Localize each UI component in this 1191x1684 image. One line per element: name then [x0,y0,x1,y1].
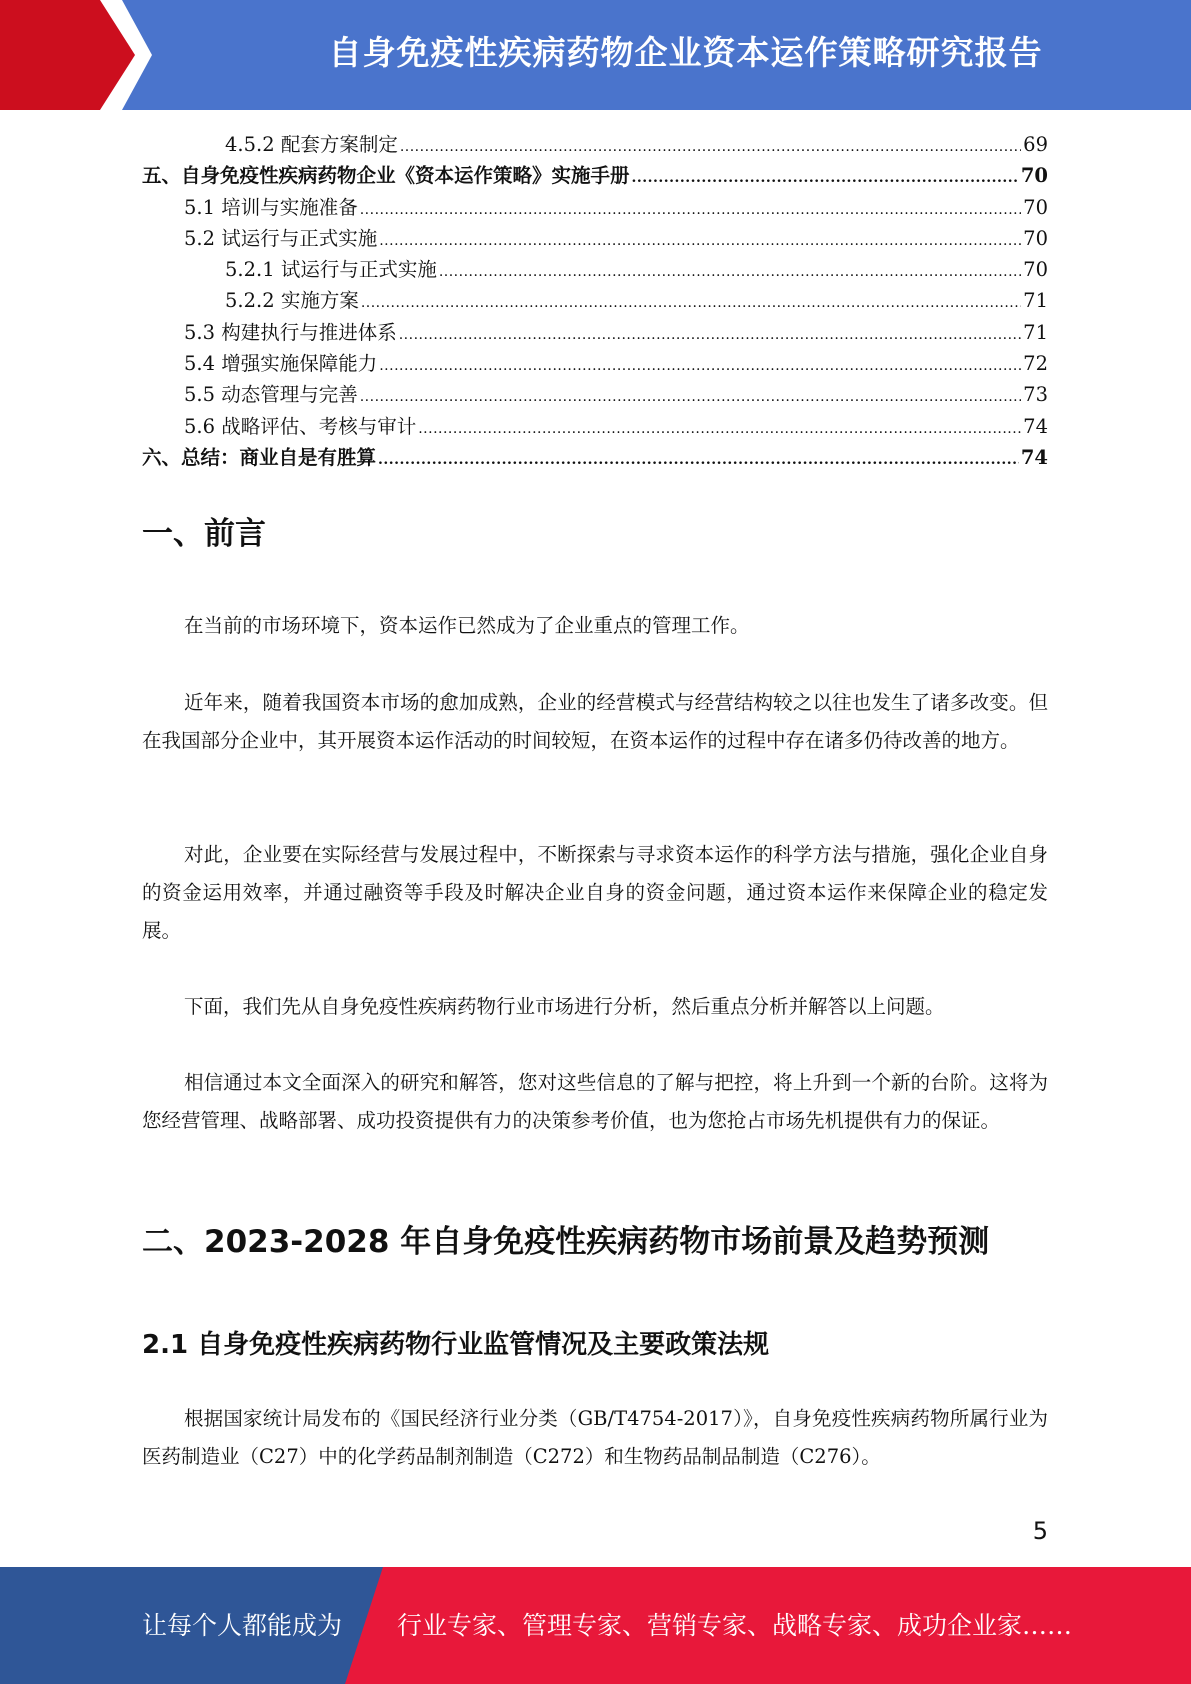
toc-entry[interactable] [142,348,1048,379]
toc-entry[interactable] [142,379,1048,410]
toc-dot-leader [400,132,1021,163]
toc-dot-leader [439,257,1021,288]
toc-entry-page: 71 [1023,320,1048,344]
toc-entry-label: 六、总结：商业自是有胜算 [142,445,377,469]
preface-paragraph-5: 相信通过本文全面深入的研究和解答，您对这些信息的了解与把控，将上升到一个新的台阶。这将为您经营管理、战略部署、成功投资提供有力的决策参考价值，也为您抢占市场先机提供有力的保证。 [142,1071,1048,1132]
toc-dot-leader [379,351,1021,382]
toc-entry[interactable] [142,129,1048,160]
toc-entry[interactable] [142,254,1048,285]
toc-entry[interactable] [142,317,1048,348]
section-heading-preface: 一、前言 [142,516,266,552]
toc-entry-label: 5.4 增强实施保障能力 [184,352,378,376]
toc-entry-page: 71 [1023,289,1048,313]
toc-entry-page: 70 [1023,258,1048,282]
subsection-heading-regulation: 2.1 自身免疫性疾病药物行业监管情况及主要政策法规 [142,1330,770,1360]
toc-dot-leader [360,382,1021,413]
table-of-contents [142,129,1048,473]
toc-entry-label: 4.5.2 配套方案制定 [225,133,398,156]
toc-dot-leader [361,288,1021,319]
toc-entry-page: 70 [1023,226,1048,250]
toc-dot-leader [399,320,1021,351]
toc-entry-label: 5.2 试运行与正式实施 [184,226,378,250]
page-number: 5 [1032,1517,1048,1545]
toc-entry-label: 5.6 战略评估、考核与审计 [184,414,417,438]
toc-entry-page: 74 [1023,414,1048,438]
toc-entry-label: 五、自身免疫性疾病药物企业《资本运作策略》实施手册 [142,164,630,188]
footer-banner [0,1567,1191,1684]
regulation-paragraph: 根据国家统计局发布的《国民经济行业分类（GB/T4754-2017）》，自身免疫性疾病药物所属行业为医药制造业（C27）中的化学药品制剂制造（C272）和生物药品制品制造（C276）。 [142,1407,1048,1468]
preface-paragraph-3: 对此，企业要在实际经营与发展过程中，不断探索与寻求资本运作的科学方法与措施，强化企业自身的资金运用效率，并通过融资等手段及时解决企业自身的资金问题，通过资本运作来保障企业的稳定发展。 [142,843,1048,942]
toc-entry-page: 69 [1023,133,1048,156]
preface-paragraph-1: 在当前的市场环境下，资本运作已然成为了企业重点的管理工作。 [184,614,750,637]
toc-entry[interactable] [142,285,1048,316]
toc-entry-page: 72 [1023,352,1048,376]
toc-dot-leader [418,414,1021,445]
toc-entry[interactable] [142,223,1048,254]
toc-entry-label: 5.5 动态管理与完善 [184,383,358,407]
toc-entry-page: 70 [1020,164,1048,188]
toc-entry[interactable] [142,442,1048,473]
toc-entry-label: 5.3 构建执行与推进体系 [184,320,397,344]
report-title: 自身免疫性疾病药物企业资本运作策略研究报告 [328,33,1043,72]
toc-entry-label: 5.2.2 实施方案 [225,289,359,313]
toc-entry[interactable] [142,160,1048,191]
toc-dot-leader [378,445,1019,476]
toc-dot-leader [379,226,1021,257]
footer-slogan-left: 让每个人都能成为 [142,1611,343,1640]
section-heading-market-outlook: 二、2023-2028 年自身免疫性疾病药物市场前景及趋势预测 [142,1224,990,1260]
header-banner [0,0,1191,110]
toc-entry-label: 5.2.1 试运行与正式实施 [225,258,437,282]
toc-entry-page: 74 [1020,445,1048,469]
preface-paragraph-2: 近年来，随着我国资本市场的愈加成熟，企业的经营模式与经营结构较之以往也发生了诸多改变。但在我国部分企业中，其开展资本运作活动的时间较短，在资本运作的过程中存在诸多仍待改善的地方。 [142,691,1048,752]
toc-entry[interactable] [142,192,1048,223]
toc-entry-label: 5.1 培训与实施准备 [184,195,358,219]
toc-entry-page: 70 [1023,195,1048,219]
footer-slogan-right: 行业专家、管理专家、营销专家、战略专家、成功企业家…… [397,1611,1073,1640]
toc-entry[interactable] [142,411,1048,442]
toc-entry-page: 73 [1023,383,1048,407]
toc-dot-leader [360,195,1021,226]
preface-paragraph-4: 下面，我们先从自身免疫性疾病药物行业市场进行分析，然后重点分析并解答以上问题。 [184,995,945,1018]
toc-dot-leader [632,163,1019,194]
